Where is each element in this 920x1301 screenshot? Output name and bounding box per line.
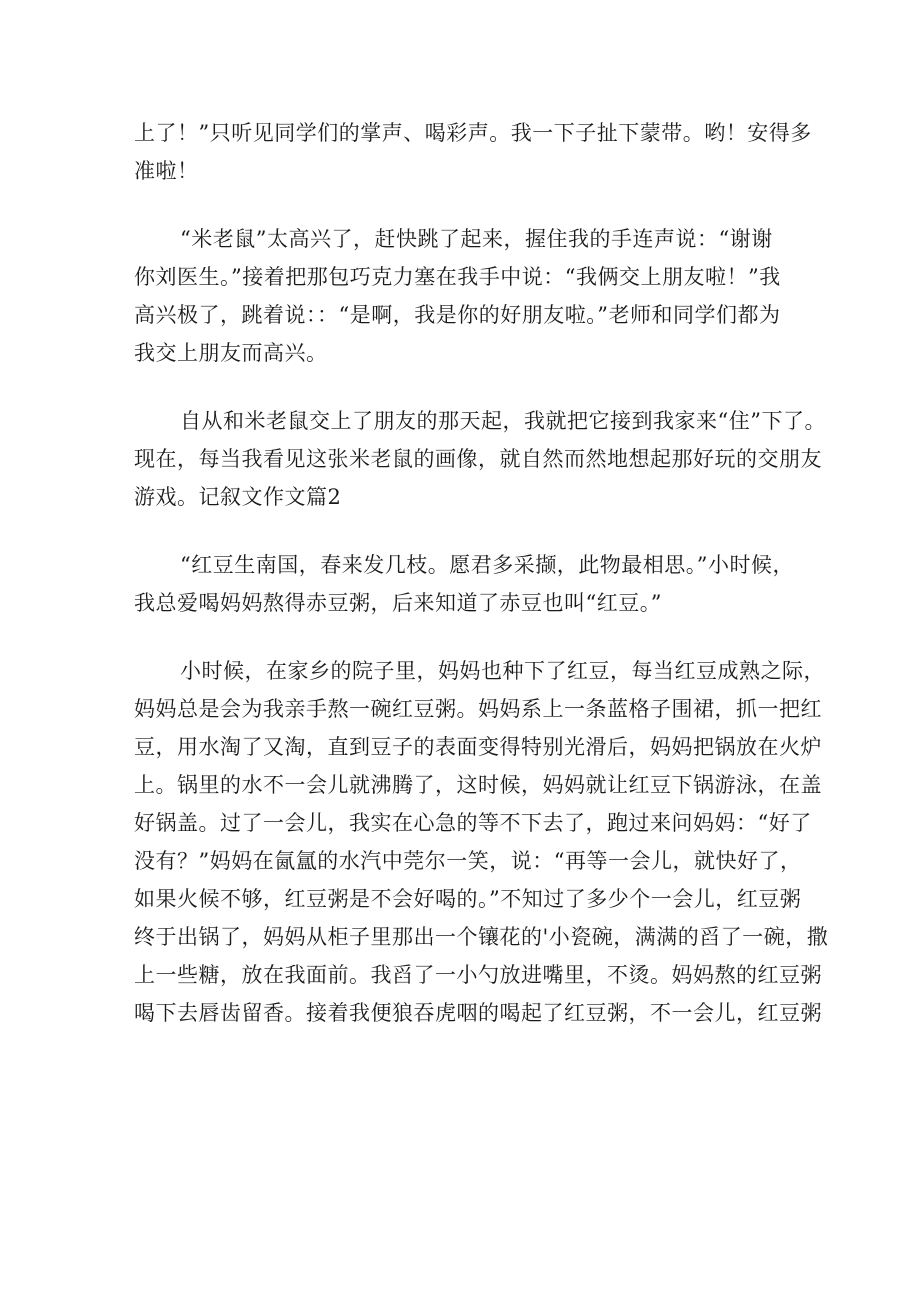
paragraph-line: 准啦！: [134, 159, 199, 183]
paragraph-line: 喝下去唇齿留香。接着我便狼吞虎咽的喝起了红豆粥，不一会儿，红豆粥: [134, 1001, 822, 1025]
paragraph-line: 豆，用水淘了又淘，直到豆子的表面变得特别光滑后，妈妈把锅放在火炉: [134, 735, 822, 759]
paragraph-line: 妈妈总是会为我亲手熬一碗红豆粥。妈妈系上一条蓝格子围裙，抓一把红: [134, 697, 822, 721]
paragraph: [134, 114, 812, 190]
paragraph-line: “红豆生南国，春来发几枝。愿君多采撷，此物最相思。”小时候，: [180, 553, 794, 577]
paragraph-line: 小时候，在家乡的院子里，妈妈也种下了红豆，每当红豆成熟之际，: [180, 659, 825, 683]
paragraph-line: 好锅盖。过了一会儿，我实在心急的等不下去了，跑过来问妈妈：“好了: [134, 811, 812, 835]
paragraph-line: 上一些糖，放在我面前。我舀了一小勺放进嘴里，不烫。妈妈熬的红豆粥: [134, 963, 822, 987]
paragraph-line: “米老鼠”太高兴了，赶快跳了起来，握住我的手连声说：“谢谢: [180, 227, 773, 251]
paragraph-line: 我交上朋友而高兴。: [134, 341, 328, 365]
paragraph-line: 上了！”只听见同学们的掌声、喝彩声。我一下子扯下蒙带。哟！安得多: [134, 121, 812, 145]
paragraph: [134, 402, 826, 516]
paragraph-line: 你刘医生。”接着把那包巧克力塞在我手中说：“我俩交上朋友啦！”我: [134, 265, 781, 289]
paragraph-line: 终于出锅了，妈妈从柜子里那出一个镶花的'小瓷碗，满满的舀了一碗，撒: [134, 925, 829, 949]
paragraph-line: 高兴极了，跳着说：：“是啊，我是你的好朋友啦。”老师和同学们都为: [134, 303, 781, 327]
paragraph-line: 没有？”妈妈在氤氲的水汽中莞尔一笑，说：“再等一会儿，就快好了，: [134, 849, 802, 873]
paragraph-line: 我总爱喝妈妈熬得赤豆粥，后来知道了赤豆也叫“红豆。”: [134, 591, 662, 615]
paragraph-line: 现在，每当我看见这张米老鼠的画像，就自然而然地想起那好玩的交朋友: [134, 447, 822, 471]
paragraph-line: 如果火候不够，红豆粥是不会好喝的。”不知过了多少个一会儿，红豆粥: [134, 887, 802, 911]
article-body: [134, 114, 829, 1032]
paragraph: [134, 546, 794, 622]
paragraph: [134, 652, 829, 1032]
paragraph-line: 自从和米老鼠交上了朋友的那天起，我就把它接到我家来“住”下了。: [180, 409, 826, 433]
paragraph-line: 上。锅里的水不一会儿就沸腾了，这时候，妈妈就让红豆下锅游泳，在盖: [134, 773, 822, 797]
paragraph-line: 游戏。记叙文作文篇2: [134, 485, 342, 509]
paragraph: [134, 220, 794, 372]
